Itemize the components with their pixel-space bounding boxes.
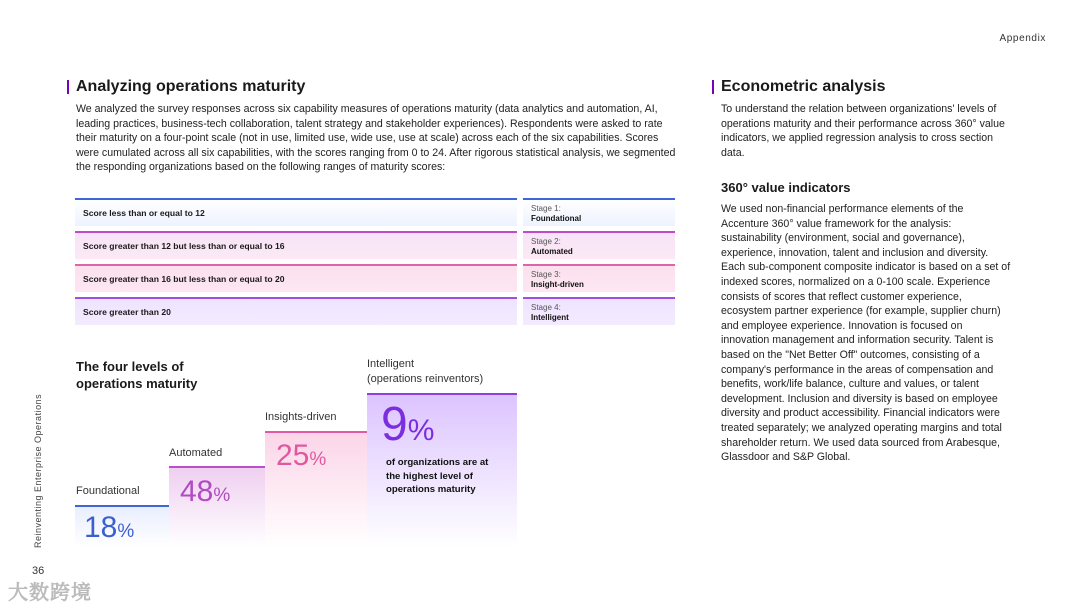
- stage-name: Intelligent: [531, 313, 569, 322]
- level-label-automated: Automated: [169, 447, 223, 459]
- side-report-title: Reinventing Enterprise Operations: [33, 393, 43, 548]
- score-range: Score less than or equal to 12: [83, 208, 205, 218]
- stage-cell-4: [523, 297, 675, 325]
- score-range: Score greater than 20: [83, 307, 171, 317]
- score-row-1: [75, 198, 517, 226]
- stage-number: Stage 3:: [531, 270, 561, 279]
- level-label-line1: Intelligent: [367, 358, 415, 370]
- level-label-line2: (operations reinventors): [367, 373, 484, 385]
- score-row-4: [75, 297, 517, 325]
- levels-title: [76, 358, 197, 392]
- level-percent-foundational: 18%: [84, 511, 135, 544]
- section-title-econometric: Econometric analysis: [712, 78, 886, 96]
- stage-name: Insight-driven: [531, 280, 584, 289]
- page-number: 36: [32, 565, 45, 577]
- level-percent-intelligent: 9%: [381, 398, 435, 451]
- level-percent-insights: 25%: [276, 439, 327, 472]
- stage-number: Stage 4:: [531, 303, 561, 312]
- level-label-insights: Insights-driven: [265, 411, 337, 423]
- appendix-label: Appendix: [999, 33, 1046, 44]
- score-row-2: [75, 231, 517, 259]
- stage-number: Stage 2:: [531, 237, 561, 246]
- level-label-intelligent: [367, 357, 483, 387]
- score-range: Score greater than 16 but less than or equal to 20: [83, 274, 285, 284]
- section-title-maturity: Analyzing operations maturity: [67, 78, 305, 96]
- level-label-foundational: Foundational: [76, 485, 140, 497]
- value-indicators-body: We used non-financial performance elements of the Accenture 360° value framework for the analysis: sustainability (environment, social and governance), experience, innovation, talent and inclusion and diversity. Each sub-component composite indicator is based on a set of indexed scores, normalized on a 0-100 scale. Experience consists of scores that reflect customer experience, ecosystem partner experience (for example, supplier churn) and employee experience. Innovation is focused on innovation management and information security. Talent is based on the "Net Better Off" outcomes, consisting of a company's performance in the areas of compensation and benefits, work/life balance, culture and values, or talent development. Inclusion and diversity is based on employee diversity and product accessibility. Financial indicators were treated separately; we analyzed operating margins and total shareholder return. We used data sourced from Arabesque, Glassdoor and S&P Global.: [721, 203, 1011, 464]
- value-indicators-title: 360° value indicators: [721, 180, 851, 195]
- stage-number: Stage 1:: [531, 204, 561, 213]
- econometric-intro: To understand the relation between organizations' levels of operations maturity and their performance across 360° value indicators, we applied regression analysis to cross section data.: [721, 103, 1005, 159]
- stage-cell-2: [523, 231, 675, 259]
- watermark-logo: 大数跨境: [8, 582, 92, 604]
- stage-name: Foundational: [531, 214, 582, 223]
- score-range: Score greater than 12 but less than or equal to 16: [83, 241, 285, 251]
- stage-cell-3: [523, 264, 675, 292]
- stage-cell-1: [523, 198, 675, 226]
- levels-title-line1: The four levels of: [76, 359, 184, 374]
- intelligent-note: of organizations are at the highest level of operations maturity: [386, 457, 489, 495]
- stage-name: Automated: [531, 247, 573, 256]
- maturity-description: We analyzed the survey responses across six capability measures of operations maturity (data analytics and automation, AI, leading practices, business-tech collaboration, talent strategy and stakeholder experiences). Respondents were asked to rate their maturity on a four-point scale (not in use, limited use, wide use, use at scale) across each of the six capabilities. Scores were cumulated across all six capabilities, with the scores ranging from 0 to 24. After rigorous statistical analysis, we segmented the responding organizations based on the following ranges of maturity scores:: [76, 103, 676, 174]
- level-percent-automated: 48%: [180, 475, 231, 508]
- levels-title-line2: operations maturity: [76, 376, 198, 391]
- score-row-3: [75, 264, 517, 292]
